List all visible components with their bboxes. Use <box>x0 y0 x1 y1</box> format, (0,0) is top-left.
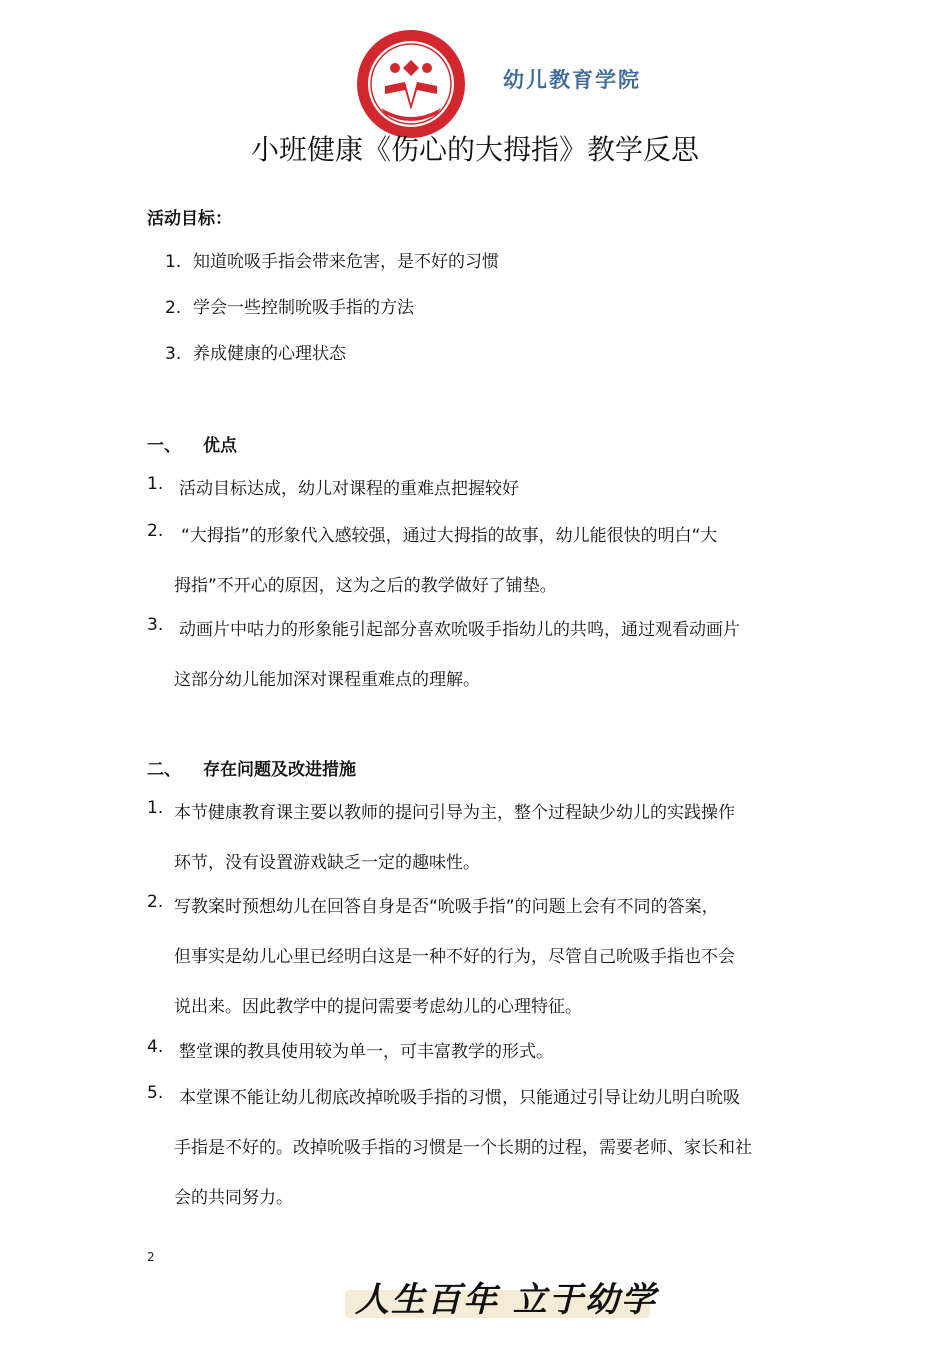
page-number: 2 <box>147 1250 155 1264</box>
item-line: 手指是不好的。改掉吮吸手指的习惯是一个长期的过程，需要老师、家长和社 <box>174 1138 752 1158</box>
goal-item <box>165 293 414 318</box>
item-line: 本节健康教育课主要以教师的提问引导为主，整个过程缺少幼儿的实践操作 <box>174 803 735 823</box>
institute-name: 幼儿教育学院 <box>503 67 641 92</box>
goal-number: 3. <box>165 344 182 364</box>
college-seal-icon <box>355 28 467 140</box>
footer-slogan: 人生百年 立于幼学 <box>355 1280 657 1320</box>
goal-item <box>165 247 499 272</box>
document-title: 小班健康《伤心的大拇指》教学反思 <box>250 133 699 166</box>
item-line: 但事实是幼儿心里已经明白这是一种不好的行为，尽管自己吮吸手指也不会 <box>174 947 735 967</box>
section-number: 一、 <box>147 436 181 456</box>
goals-heading: 活动目标： <box>147 209 232 229</box>
section-heading <box>147 431 237 456</box>
goal-text: 学会一些控制吮吸手指的方法 <box>193 298 414 318</box>
item-number: 2. <box>147 892 164 912</box>
goal-text: 知道吮吸手指会带来危害，是不好的习惯 <box>193 252 499 272</box>
item-line: “大拇指”的形象代入感较强，通过大拇指的故事，幼儿能很快的明白“大 <box>181 526 718 546</box>
item-line: 活动目标达成，幼儿对课程的重难点把握较好 <box>179 479 519 499</box>
goal-number: 1. <box>165 252 182 272</box>
item-number: 1. <box>147 474 164 494</box>
item-number: 1. <box>147 798 164 818</box>
item-line: 会的共同努力。 <box>174 1188 293 1208</box>
goal-text: 养成健康的心理状态 <box>193 344 346 364</box>
section-title: 存在问题及改进措施 <box>203 760 356 780</box>
item-line: 拇指”不开心的原因，这为之后的教学做好了铺垫。 <box>174 576 557 596</box>
item-line: 环节，没有设置游戏缺乏一定的趣味性。 <box>174 853 480 873</box>
item-number: 2. <box>147 521 164 541</box>
section-title: 优点 <box>203 436 237 456</box>
item-line: 整堂课的教具使用较为单一，可丰富教学的形式。 <box>179 1042 553 1062</box>
item-line: 说出来。因此教学中的提问需要考虑幼儿的心理特征。 <box>174 997 582 1017</box>
goal-item <box>165 339 346 364</box>
item-line: 写教案时预想幼儿在回答自身是否“吮吸手指”的问题上会有不同的答案， <box>174 897 719 917</box>
item-line: 动画片中咕力的形象能引起部分喜欢吮吸手指幼儿的共鸣，通过观看动画片 <box>179 620 740 640</box>
item-line: 这部分幼儿能加深对课程重难点的理解。 <box>174 670 480 690</box>
section-heading <box>147 755 356 780</box>
item-number: 4. <box>147 1037 164 1057</box>
item-number: 5. <box>147 1083 164 1103</box>
item-line: 本堂课不能让幼儿彻底改掉吮吸手指的习惯，只能通过引导让幼儿明白吮吸 <box>179 1088 740 1108</box>
item-number: 3. <box>147 615 164 635</box>
section-number: 二、 <box>147 760 181 780</box>
goal-number: 2. <box>165 298 182 318</box>
